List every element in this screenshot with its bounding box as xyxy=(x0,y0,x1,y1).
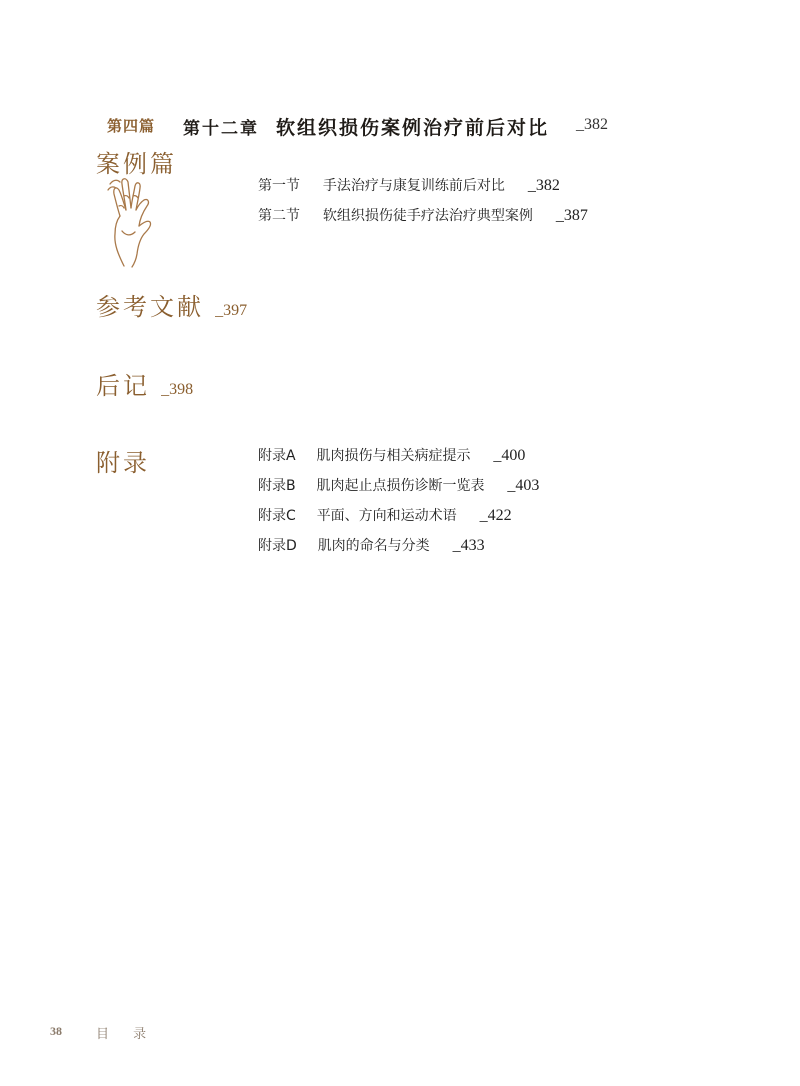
appendix-c-title: 平面、方向和运动术语 xyxy=(316,508,457,524)
appendix-b-title: 肌肉起止点损伤诊断一览表 xyxy=(316,478,485,494)
appendix-d-number: 附录D xyxy=(258,538,297,554)
chapter-page: _382 xyxy=(576,116,608,133)
appendix-d-page: _433 xyxy=(452,537,485,554)
footer-section-title: 目 录 xyxy=(96,1027,157,1042)
section-1-page: _382 xyxy=(527,177,560,194)
references-page: _397 xyxy=(215,302,248,319)
appendix-d-title: 肌肉的命名与分类 xyxy=(317,538,430,554)
appendix-item-b[interactable] xyxy=(258,475,539,495)
appendix-item-c[interactable] xyxy=(258,505,512,525)
section-1-number: 第一节 xyxy=(258,178,300,194)
section-2-page: _387 xyxy=(555,207,588,224)
references-entry[interactable] xyxy=(96,287,247,322)
appendix-a-title: 肌肉损伤与相关病症提示 xyxy=(316,448,471,464)
appendix-a-page: _400 xyxy=(493,447,526,464)
references-title: 参考文献 xyxy=(96,293,204,321)
appendix-b-page: _403 xyxy=(507,477,540,494)
appendix-item-d[interactable] xyxy=(258,535,485,555)
section-2-title: 软组织损伤徒手疗法治疗典型案例 xyxy=(322,208,533,224)
afterword-page: _398 xyxy=(161,381,194,398)
part-label: 第四篇 xyxy=(107,117,156,135)
appendix-a-number: 附录A xyxy=(258,448,296,464)
appendix-c-number: 附录C xyxy=(258,508,296,524)
section-2[interactable] xyxy=(258,205,588,225)
afterword-title: 后记 xyxy=(96,372,150,400)
hand-mudra-icon xyxy=(104,176,154,268)
section-2-number: 第二节 xyxy=(258,208,300,224)
chapter-number: 第十二章 xyxy=(183,119,259,139)
footer-page-number: 38 xyxy=(50,1024,62,1038)
chapter-title[interactable]: 软组织损伤案例治疗前后对比 xyxy=(276,117,550,139)
afterword-entry[interactable] xyxy=(96,366,193,401)
appendix-c-page: _422 xyxy=(479,507,512,524)
appendix-b-number: 附录B xyxy=(258,478,296,494)
appendix-title: 附录 xyxy=(96,449,150,477)
section-1-title: 手法治疗与康复训练前后对比 xyxy=(322,178,505,194)
part-name: 案例篇 xyxy=(96,150,177,178)
section-1[interactable] xyxy=(258,175,560,195)
appendix-item-a[interactable] xyxy=(258,445,525,465)
